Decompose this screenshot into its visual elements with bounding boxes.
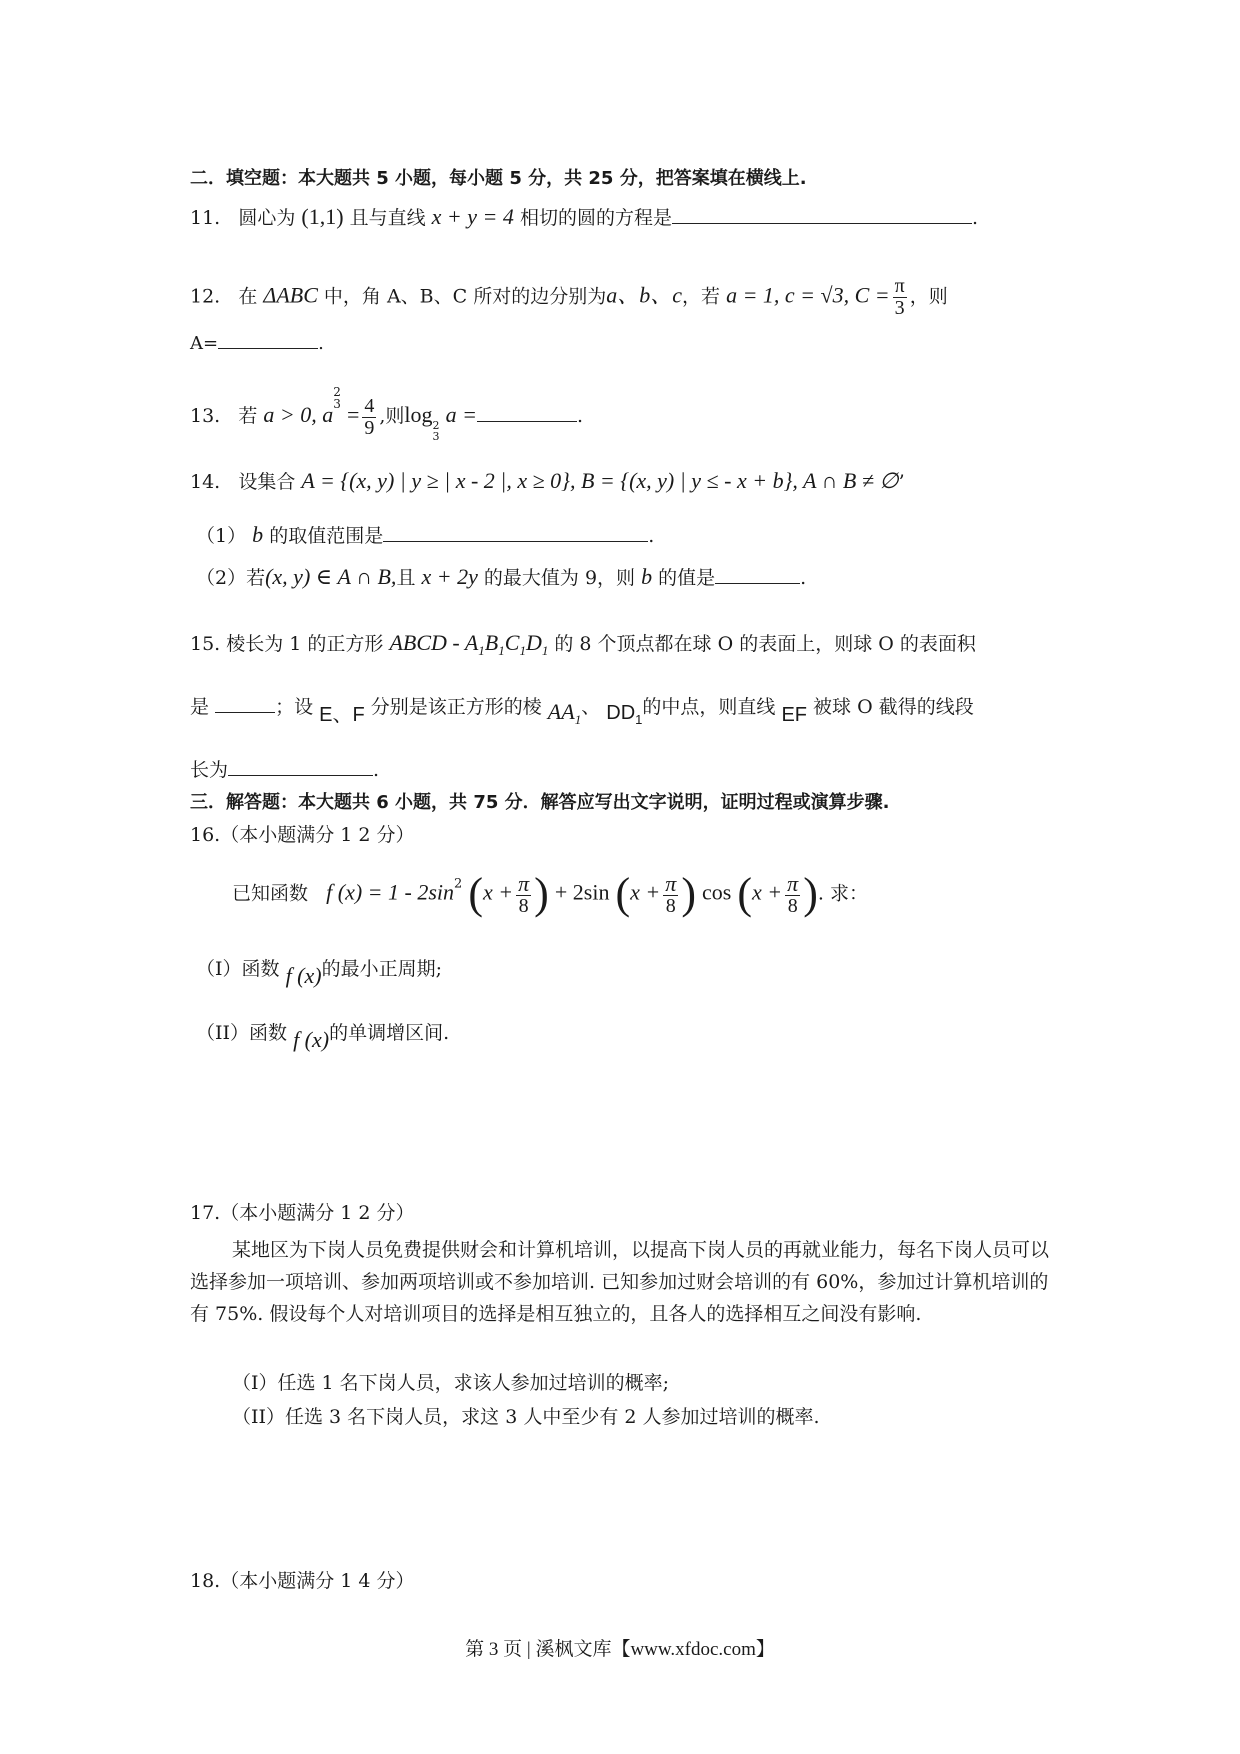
q12-fraction [893,276,907,319]
question-14-part1 [196,522,654,548]
q15-edge-dd1 [606,702,643,727]
section-3-header: 三．解答题：本大题共 6 小题，共 75 分．解答应写出文字说明，证明过程或演算步骤. [190,792,890,813]
q12-text: 中，角 A、B、C 所对的边分别为 [323,285,607,308]
part-label: （1） [196,525,247,547]
subscript: 1 [519,643,526,658]
left-paren: ( [468,869,483,918]
question-15 [190,630,976,659]
q14-set-a: A = {(x, y) | y ≥ | x - 2 |, x ≥ 0} [301,468,570,493]
section-2-header: 二．填空题：本大题共 5 小题，每小题 5 分，共 25 分，把答案填在横线上. [190,168,807,189]
question-17-part1: （I）任选 1 名下岗人员，求该人参加过培训的概率; [232,1372,670,1394]
edge-label: AA [547,699,575,724]
q16-ask: . 求： [817,882,868,905]
q12-text: ，若 [682,285,721,308]
q12-sides: a、b、c [606,282,682,308]
q14-expression: x + 2y [421,564,478,589]
q12-triangle: ΔABC [263,282,318,308]
q16-term: x + [630,879,661,905]
fraction-denominator: 8 [518,894,529,917]
q15-cube [389,630,549,658]
fraction-denominator: 8 [665,894,676,917]
subscript: 1 [635,712,643,727]
question-16-part1 [196,958,442,989]
right-paren: ) [803,869,818,918]
q16-term: x + [483,879,514,905]
q15-text: 分别是该正方形的棱 [370,696,542,718]
q16-term: x + [752,879,783,905]
question-11 [190,204,978,230]
part-label: （II）函数 [196,1022,288,1044]
question-12-line2 [190,330,324,355]
q14-end-mark: ’ [898,471,905,493]
q13-text: ,则 [379,405,405,427]
question-17-part2: （II）任选 3 名下岗人员，求这 3 人中至少有 2 人参加过培训的概率. [232,1406,820,1428]
left-paren: ( [737,869,753,918]
answer-blank [228,757,373,776]
q13-end: . [576,405,583,427]
q13-equals: = [346,402,360,427]
exponent-numerator: 2 [333,385,341,399]
question-number: 14. [190,471,221,493]
q14-variable: b [252,522,264,547]
q15-text: 15. 棱长为 1 的正方形 [190,633,384,655]
q13-exponent [333,386,341,410]
q14-text: 的取值范围是 [269,525,384,547]
subscript: 1 [541,643,549,658]
fraction-numerator: π [665,870,677,896]
q12-text: 在 [238,285,258,308]
answer-blank [672,205,972,224]
cube-part: D [525,630,542,655]
exponent-denominator: 3 [333,397,341,411]
question-14 [190,468,905,494]
q16-function: f (x) = 1 - 2sin [326,879,455,905]
q14-end: . [800,567,807,589]
question-15-line2 [190,694,974,728]
log-base-numerator: 2 [432,419,440,432]
q16-function: f (x) [285,963,322,988]
question-number: 11. [190,207,221,229]
superscript: 2 [454,876,463,892]
q11-text: 且与直线 [349,207,426,229]
subscript: 1 [478,643,485,658]
q12-text: ，则 [909,285,948,308]
cube-part: B [484,630,499,655]
q11-line-equation: x + y = 4 [431,204,514,229]
answer-blank [715,565,800,584]
question-16-formula [232,868,868,921]
q11-center: (1,1) [301,204,344,229]
cube-part: C [504,630,520,655]
edge-label: DD [606,702,636,724]
q15-text: 被球 O 截得的线段 [813,696,974,718]
fraction-numerator: π [894,275,905,297]
q16-fraction [663,872,678,917]
page-footer: 第 3 页 | 溪枫文库【www.xfdoc.com】 [465,1639,775,1660]
q16-fraction [785,872,800,917]
q16-term: + 2sin [554,879,610,905]
separator: 、 [581,696,601,718]
question-14-part2 [196,564,806,590]
right-paren: ) [534,869,549,918]
q14-text: 且 [396,567,416,589]
fraction-numerator: 4 [364,394,375,417]
fraction-denominator: 9 [364,416,375,439]
q15-text: 是 [190,696,210,718]
right-paren: ) [681,869,696,918]
q16-cos: cos [702,879,732,905]
question-18-header: 18.（本小题满分 1 4 分） [190,1570,415,1592]
q15-text: 的中点，则直线 [642,696,776,718]
part-label: （2）若 [196,567,266,589]
q11-end: . [971,207,979,229]
question-17-body: 某地区为下岗人员免费提供财会和计算机培训，以提高下岗人员的再就业能力，每名下岗人员可以选择参加一项培训、参加两项培训或不参加培训. 已知参加过财会培训的有 60%，参加过计算机培训的有 75%. 假设每个人对培训项目的选择是相互独立的，且各人的选择相互之间没有影响. [190,1239,1050,1325]
q13-text: 若 [238,405,258,427]
q12-answer-label: A= [190,333,219,354]
q16-intro: 已知函数 [232,882,309,905]
q14-condition: , A ∩ B ≠ ∅ [792,468,899,493]
q13-log: log [404,402,433,427]
question-15-line3 [190,757,379,782]
answer-blank [383,523,648,542]
part-label: （I）函数 [196,958,280,980]
q12-given: a = 1, c = √3, C = [726,282,890,308]
q14-set-b: , B = {(x, y) | y ≤ - x + b} [569,468,793,493]
q15-points: E、F [319,704,365,726]
question-number: 12. [190,285,221,308]
q13-log-argument: a = [445,402,477,427]
q14-text: 设集合 [238,471,296,493]
question-number: 13. [190,405,221,427]
q14-condition: (x, y) ∈ A ∩ B, [265,564,397,589]
question-16-header: 16.（本小题满分 1 2 分） [190,824,415,846]
q11-text: 相切的圆的方程是 [519,207,672,229]
q16-function: f (x) [293,1027,330,1052]
answer-blank [218,330,318,349]
q16-text: 的单调增区间. [329,1022,450,1044]
q11-text: 圆心为 [238,207,296,229]
answer-blank [477,403,577,422]
q15-text: 长为 [190,759,229,781]
q15-text: ；设 [275,696,314,718]
fraction-numerator: π [787,870,799,896]
q14-variable: b [641,564,653,589]
question-16-part2 [196,1022,449,1053]
q14-end: . [648,525,655,547]
fraction-numerator: π [518,870,530,896]
log-base-denominator: 3 [432,430,440,443]
fraction-denominator: 3 [894,297,905,319]
question-13 [190,386,583,442]
q16-fraction [516,872,531,917]
q15-line-ef: EF [781,704,807,726]
q14-text: 的最大值为 9，则 [483,567,636,589]
q15-edge-aa1 [547,699,582,727]
left-paren: ( [615,869,631,918]
subscript: 1 [498,643,505,658]
subscript: 1 [574,712,582,727]
q14-text: 的值是 [658,567,716,589]
answer-blank [215,694,275,713]
cube-part: ABCD - A [389,630,479,655]
q15-text: 的 8 个顶点都在球 O 的表面上，则球 O 的表面积 [554,633,976,655]
q12-end: . [318,333,324,354]
question-12 [190,276,948,319]
fraction-denominator: 8 [787,894,798,917]
q15-end: . [373,759,380,781]
q13-condition: a > 0, a [263,402,334,427]
q13-log-base [433,420,440,442]
q16-text: 的最小正周期; [321,958,442,980]
question-17-header: 17.（本小题满分 1 2 分） [190,1202,415,1224]
q13-fraction [362,396,376,439]
